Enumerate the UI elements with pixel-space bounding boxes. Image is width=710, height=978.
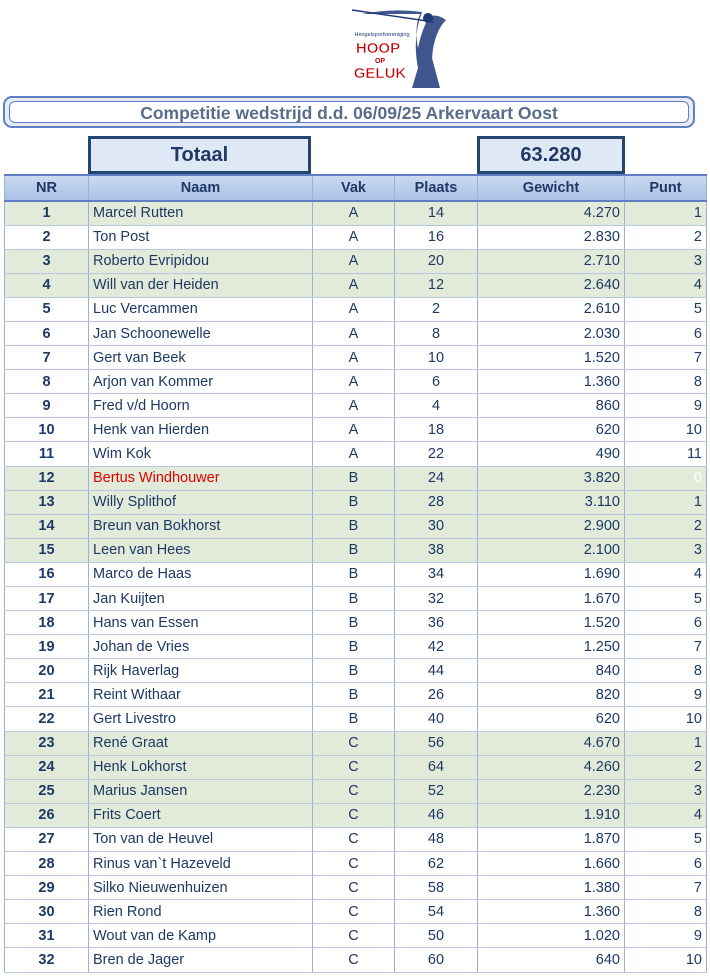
cell-vak: B xyxy=(313,635,395,659)
cell-gewicht: 2.030 xyxy=(478,321,625,345)
table-row xyxy=(5,297,707,321)
total-label: Totaal xyxy=(88,136,311,174)
results-table xyxy=(4,174,707,973)
cell-naam: Wout van de Kamp xyxy=(89,924,313,948)
cell-nr: 12 xyxy=(5,466,89,490)
cell-nr: 1 xyxy=(5,201,89,225)
cell-plaats: 36 xyxy=(395,611,478,635)
cell-naam: Ton Post xyxy=(89,225,313,249)
cell-punt: 8 xyxy=(625,900,707,924)
cell-nr: 27 xyxy=(5,827,89,851)
cell-plaats: 20 xyxy=(395,249,478,273)
total-value: 63.280 xyxy=(477,136,625,174)
cell-gewicht: 1.020 xyxy=(478,924,625,948)
cell-naam: Marcel Rutten xyxy=(89,201,313,225)
cell-vak: C xyxy=(313,924,395,948)
cell-gewicht: 2.610 xyxy=(478,297,625,321)
cell-naam: Silko Nieuwenhuizen xyxy=(89,876,313,900)
cell-nr: 5 xyxy=(5,297,89,321)
cell-nr: 30 xyxy=(5,900,89,924)
cell-plaats: 12 xyxy=(395,273,478,297)
logo-text-hoop: HOOP xyxy=(355,40,401,57)
cell-nr: 31 xyxy=(5,924,89,948)
cell-punt: 4 xyxy=(625,803,707,827)
logo-text-geluk: GELUK xyxy=(353,65,407,82)
table-row xyxy=(5,538,707,562)
cell-nr: 24 xyxy=(5,755,89,779)
cell-naam: Rien Rond xyxy=(89,900,313,924)
cell-nr: 10 xyxy=(5,418,89,442)
cell-gewicht: 620 xyxy=(478,418,625,442)
cell-nr: 4 xyxy=(5,273,89,297)
table-row xyxy=(5,683,707,707)
title-frame xyxy=(3,96,695,128)
cell-naam: Gert van Beek xyxy=(89,346,313,370)
column-header-vak: Vak xyxy=(313,175,395,201)
cell-gewicht: 1.520 xyxy=(478,611,625,635)
results-body xyxy=(5,201,707,972)
table-row xyxy=(5,852,707,876)
cell-vak: A xyxy=(313,418,395,442)
cell-vak: B xyxy=(313,587,395,611)
cell-gewicht: 860 xyxy=(478,394,625,418)
cell-plaats: 2 xyxy=(395,297,478,321)
cell-punt: 2 xyxy=(625,514,707,538)
cell-gewicht: 2.640 xyxy=(478,273,625,297)
cell-vak: A xyxy=(313,297,395,321)
cell-gewicht: 2.710 xyxy=(478,249,625,273)
cell-plaats: 26 xyxy=(395,683,478,707)
cell-naam: Henk Lokhorst xyxy=(89,755,313,779)
cell-punt: 0 xyxy=(625,466,707,490)
cell-plaats: 54 xyxy=(395,900,478,924)
cell-plaats: 4 xyxy=(395,394,478,418)
cell-punt: 5 xyxy=(625,587,707,611)
cell-gewicht: 1.910 xyxy=(478,803,625,827)
cell-naam: Rijk Haverlag xyxy=(89,659,313,683)
cell-naam: Wim Kok xyxy=(89,442,313,466)
cell-nr: 28 xyxy=(5,852,89,876)
cell-punt: 10 xyxy=(625,707,707,731)
cell-naam: René Graat xyxy=(89,731,313,755)
cell-nr: 2 xyxy=(5,225,89,249)
cell-naam: Bren de Jager xyxy=(89,948,313,972)
cell-gewicht: 490 xyxy=(478,442,625,466)
cell-nr: 25 xyxy=(5,779,89,803)
cell-plaats: 24 xyxy=(395,466,478,490)
table-row xyxy=(5,225,707,249)
table-row xyxy=(5,635,707,659)
cell-naam: Breun van Bokhorst xyxy=(89,514,313,538)
table-row xyxy=(5,321,707,345)
table-row xyxy=(5,755,707,779)
cell-vak: C xyxy=(313,803,395,827)
cell-naam: Jan Schoonewelle xyxy=(89,321,313,345)
table-row xyxy=(5,779,707,803)
cell-plaats: 56 xyxy=(395,731,478,755)
cell-punt: 11 xyxy=(625,442,707,466)
cell-punt: 2 xyxy=(625,225,707,249)
cell-punt: 5 xyxy=(625,827,707,851)
cell-naam: Henk van Hierden xyxy=(89,418,313,442)
cell-plaats: 30 xyxy=(395,514,478,538)
cell-vak: A xyxy=(313,249,395,273)
cell-nr: 19 xyxy=(5,635,89,659)
cell-punt: 6 xyxy=(625,611,707,635)
cell-gewicht: 1.380 xyxy=(478,876,625,900)
cell-naam: Bertus Windhouwer xyxy=(89,466,313,490)
cell-punt: 9 xyxy=(625,683,707,707)
cell-vak: C xyxy=(313,731,395,755)
cell-punt: 7 xyxy=(625,635,707,659)
cell-punt: 6 xyxy=(625,852,707,876)
cell-plaats: 18 xyxy=(395,418,478,442)
cell-naam: Willy Splithof xyxy=(89,490,313,514)
table-row xyxy=(5,876,707,900)
cell-gewicht: 1.670 xyxy=(478,587,625,611)
cell-nr: 20 xyxy=(5,659,89,683)
logo-subtitle: Hengelsportvereniging xyxy=(354,32,410,38)
table-row xyxy=(5,249,707,273)
table-row xyxy=(5,587,707,611)
page-title: Competitie wedstrijd d.d. 06/09/25 Arkervaart Oost xyxy=(9,101,689,123)
cell-punt: 1 xyxy=(625,201,707,225)
cell-naam: Luc Vercammen xyxy=(89,297,313,321)
table-row xyxy=(5,346,707,370)
cell-naam: Gert Livestro xyxy=(89,707,313,731)
cell-nr: 22 xyxy=(5,707,89,731)
cell-plaats: 64 xyxy=(395,755,478,779)
cell-gewicht: 640 xyxy=(478,948,625,972)
cell-punt: 5 xyxy=(625,297,707,321)
cell-gewicht: 4.670 xyxy=(478,731,625,755)
cell-nr: 14 xyxy=(5,514,89,538)
column-header-punt: Punt xyxy=(625,175,707,201)
cell-vak: B xyxy=(313,659,395,683)
cell-naam: Frits Coert xyxy=(89,803,313,827)
column-header-plaats: Plaats xyxy=(395,175,478,201)
cell-nr: 9 xyxy=(5,394,89,418)
cell-gewicht: 620 xyxy=(478,707,625,731)
cell-vak: A xyxy=(313,225,395,249)
cell-vak: B xyxy=(313,683,395,707)
cell-gewicht: 3.820 xyxy=(478,466,625,490)
cell-gewicht: 840 xyxy=(478,659,625,683)
cell-gewicht: 1.360 xyxy=(478,370,625,394)
cell-nr: 3 xyxy=(5,249,89,273)
column-header-nr: NR xyxy=(5,175,89,201)
table-row xyxy=(5,803,707,827)
cell-naam: Hans van Essen xyxy=(89,611,313,635)
cell-plaats: 50 xyxy=(395,924,478,948)
cell-punt: 7 xyxy=(625,876,707,900)
cell-vak: C xyxy=(313,755,395,779)
cell-vak: C xyxy=(313,900,395,924)
cell-gewicht: 1.250 xyxy=(478,635,625,659)
header-row xyxy=(5,175,707,201)
cell-vak: C xyxy=(313,852,395,876)
column-header-naam: Naam xyxy=(89,175,313,201)
table-row xyxy=(5,394,707,418)
table-row xyxy=(5,273,707,297)
cell-vak: A xyxy=(313,370,395,394)
cell-vak: A xyxy=(313,394,395,418)
cell-naam: Jan Kuijten xyxy=(89,587,313,611)
table-row xyxy=(5,201,707,225)
table-row xyxy=(5,948,707,972)
cell-punt: 3 xyxy=(625,538,707,562)
table-row xyxy=(5,707,707,731)
cell-nr: 13 xyxy=(5,490,89,514)
cell-punt: 6 xyxy=(625,321,707,345)
cell-plaats: 60 xyxy=(395,948,478,972)
cell-punt: 9 xyxy=(625,394,707,418)
cell-gewicht: 2.830 xyxy=(478,225,625,249)
cell-plaats: 22 xyxy=(395,442,478,466)
cell-gewicht: 820 xyxy=(478,683,625,707)
cell-gewicht: 2.100 xyxy=(478,538,625,562)
table-row xyxy=(5,514,707,538)
cell-naam: Fred v/d Hoorn xyxy=(89,394,313,418)
cell-punt: 9 xyxy=(625,924,707,948)
cell-nr: 11 xyxy=(5,442,89,466)
cell-nr: 8 xyxy=(5,370,89,394)
cell-punt: 10 xyxy=(625,948,707,972)
cell-gewicht: 2.230 xyxy=(478,779,625,803)
cell-nr: 32 xyxy=(5,948,89,972)
cell-vak: B xyxy=(313,707,395,731)
cell-vak: B xyxy=(313,538,395,562)
table-row xyxy=(5,466,707,490)
cell-nr: 7 xyxy=(5,346,89,370)
cell-vak: A xyxy=(313,346,395,370)
cell-plaats: 58 xyxy=(395,876,478,900)
cell-punt: 3 xyxy=(625,779,707,803)
cell-plaats: 48 xyxy=(395,827,478,851)
cell-plaats: 46 xyxy=(395,803,478,827)
cell-plaats: 10 xyxy=(395,346,478,370)
cell-vak: C xyxy=(313,876,395,900)
cell-nr: 29 xyxy=(5,876,89,900)
cell-vak: B xyxy=(313,466,395,490)
cell-naam: Ton van de Heuvel xyxy=(89,827,313,851)
cell-punt: 2 xyxy=(625,755,707,779)
cell-plaats: 28 xyxy=(395,490,478,514)
cell-vak: A xyxy=(313,201,395,225)
cell-naam: Johan de Vries xyxy=(89,635,313,659)
cell-naam: Roberto Evripidou xyxy=(89,249,313,273)
cell-gewicht: 3.110 xyxy=(478,490,625,514)
cell-naam: Reint Withaar xyxy=(89,683,313,707)
cell-plaats: 44 xyxy=(395,659,478,683)
cell-naam: Marius Jansen xyxy=(89,779,313,803)
cell-gewicht: 1.690 xyxy=(478,562,625,586)
cell-gewicht: 1.360 xyxy=(478,900,625,924)
cell-plaats: 40 xyxy=(395,707,478,731)
cell-gewicht: 2.900 xyxy=(478,514,625,538)
cell-naam: Leen van Hees xyxy=(89,538,313,562)
table-row xyxy=(5,562,707,586)
cell-vak: A xyxy=(313,442,395,466)
cell-plaats: 6 xyxy=(395,370,478,394)
table-row xyxy=(5,900,707,924)
cell-naam: Rinus van`t Hazeveld xyxy=(89,852,313,876)
cell-vak: B xyxy=(313,490,395,514)
table-row xyxy=(5,611,707,635)
cell-nr: 26 xyxy=(5,803,89,827)
cell-vak: C xyxy=(313,779,395,803)
cell-punt: 7 xyxy=(625,346,707,370)
table-row xyxy=(5,731,707,755)
cell-nr: 17 xyxy=(5,587,89,611)
cell-gewicht: 4.260 xyxy=(478,755,625,779)
cell-gewicht: 4.270 xyxy=(478,201,625,225)
cell-punt: 8 xyxy=(625,370,707,394)
cell-punt: 3 xyxy=(625,249,707,273)
cell-naam: Arjon van Kommer xyxy=(89,370,313,394)
cell-plaats: 16 xyxy=(395,225,478,249)
cell-vak: B xyxy=(313,611,395,635)
table-row xyxy=(5,490,707,514)
cell-plaats: 32 xyxy=(395,587,478,611)
table-row xyxy=(5,370,707,394)
cell-punt: 4 xyxy=(625,562,707,586)
club-logo xyxy=(322,8,454,90)
cell-plaats: 38 xyxy=(395,538,478,562)
cell-naam: Marco de Haas xyxy=(89,562,313,586)
cell-plaats: 34 xyxy=(395,562,478,586)
table-row xyxy=(5,659,707,683)
cell-vak: B xyxy=(313,514,395,538)
cell-plaats: 52 xyxy=(395,779,478,803)
logo-text-op: OP xyxy=(374,58,386,65)
cell-nr: 23 xyxy=(5,731,89,755)
cell-punt: 10 xyxy=(625,418,707,442)
table-row xyxy=(5,924,707,948)
cell-nr: 15 xyxy=(5,538,89,562)
table-row xyxy=(5,418,707,442)
cell-punt: 1 xyxy=(625,490,707,514)
cell-vak: A xyxy=(313,273,395,297)
cell-gewicht: 1.870 xyxy=(478,827,625,851)
cell-vak: C xyxy=(313,948,395,972)
cell-vak: B xyxy=(313,562,395,586)
table-row xyxy=(5,442,707,466)
cell-gewicht: 1.660 xyxy=(478,852,625,876)
cell-gewicht: 1.520 xyxy=(478,346,625,370)
cell-nr: 21 xyxy=(5,683,89,707)
cell-vak: C xyxy=(313,827,395,851)
cell-punt: 8 xyxy=(625,659,707,683)
cell-punt: 4 xyxy=(625,273,707,297)
cell-plaats: 42 xyxy=(395,635,478,659)
cell-nr: 18 xyxy=(5,611,89,635)
cell-plaats: 62 xyxy=(395,852,478,876)
cell-punt: 1 xyxy=(625,731,707,755)
cell-vak: A xyxy=(313,321,395,345)
cell-nr: 6 xyxy=(5,321,89,345)
cell-plaats: 14 xyxy=(395,201,478,225)
column-header-gewicht: Gewicht xyxy=(478,175,625,201)
cell-naam: Will van der Heiden xyxy=(89,273,313,297)
table-row xyxy=(5,827,707,851)
cell-nr: 16 xyxy=(5,562,89,586)
cell-plaats: 8 xyxy=(395,321,478,345)
